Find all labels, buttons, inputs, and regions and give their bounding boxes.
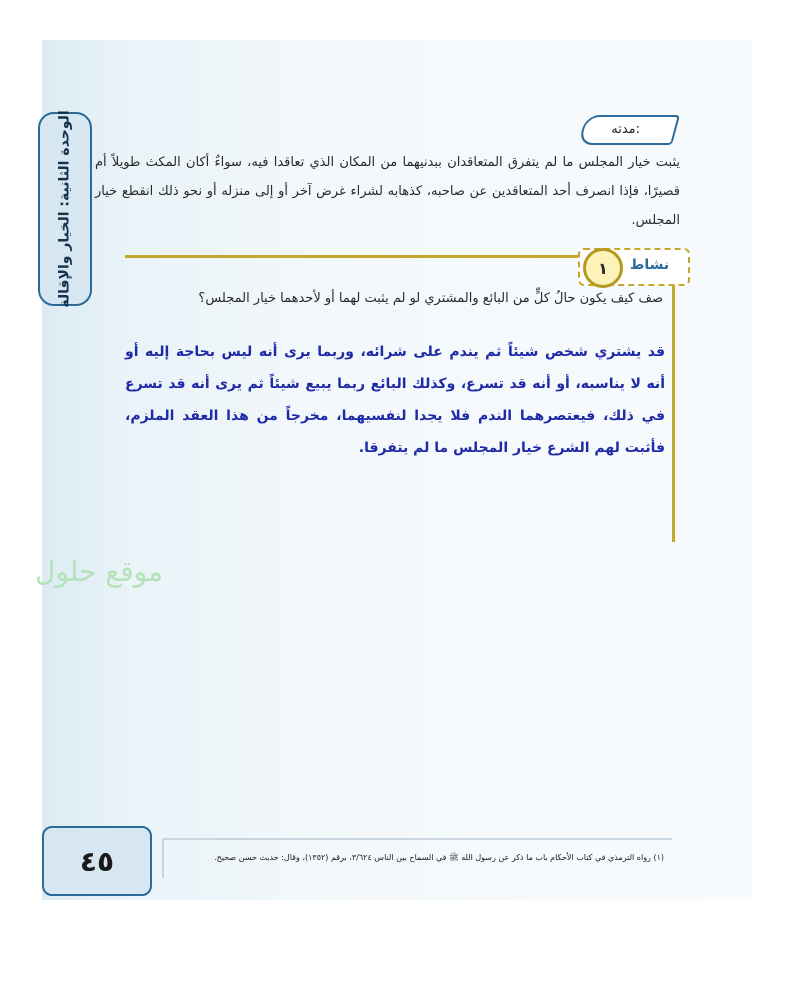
activity-question: صف كيف يكون حالُ كلٍّ من البائع والمشتري لو لم يثبت لهما أو لأحدهما خيار المجلس؟ [198,291,663,306]
activity-side-rule [672,280,675,542]
activity-answer: قد يشتري شخص شيئاً ثم يندم على شرائه، وربما يرى أنه ليس بحاجة إليه أو أنه لا يناسبه، أو أنه قد تسرع، وكذلك البائع ربما يبيع شيئاً ثم يرى أنه قد تسرع في ذلك، فيعتصرهما الندم فلا يجدا لنفسيهما، مخرجاً من هذا العقد الملزم، فأثبت لهم الشرع خيار المجلس ما لم يتفرقا. [125,344,665,456]
watermark: موقع حلول [35,555,164,588]
duration-label-box [578,115,680,145]
unit-title: الوحدة الثانية: الخيار والإقالة [57,110,74,308]
duration-label: مدته: [611,122,640,137]
activity-top-rule [125,255,583,258]
unit-side-tab [38,112,92,306]
footnote: (١) رواه الترمذي في كتاب الأحكام باب ما ذكر عن رسول الله ﷺ في السماح بين الناس ٣/٦٢٤، برقم (١٣٥٢)، وقال: حديث حسن صحيح. [162,838,672,878]
activity-number-badge: ١ [583,248,623,288]
intro-paragraph: يثبت خيار المجلس ما لم يتفرق المتعاقدان ببدنيهما من المكان الذي تعاقدا فيه، سواءٌ أكان المكث طويلاً أم قصيرًا، فإذا انصرف أحد المتعاقدين عن صاحبه، كذهابه لشراء غرض آخر أو إلى منزله أو نحو ذلك انقطع خيار المجلس. [95,155,680,228]
activity-label: نشاط [629,257,670,273]
page-number: ٤٥ [42,826,152,896]
